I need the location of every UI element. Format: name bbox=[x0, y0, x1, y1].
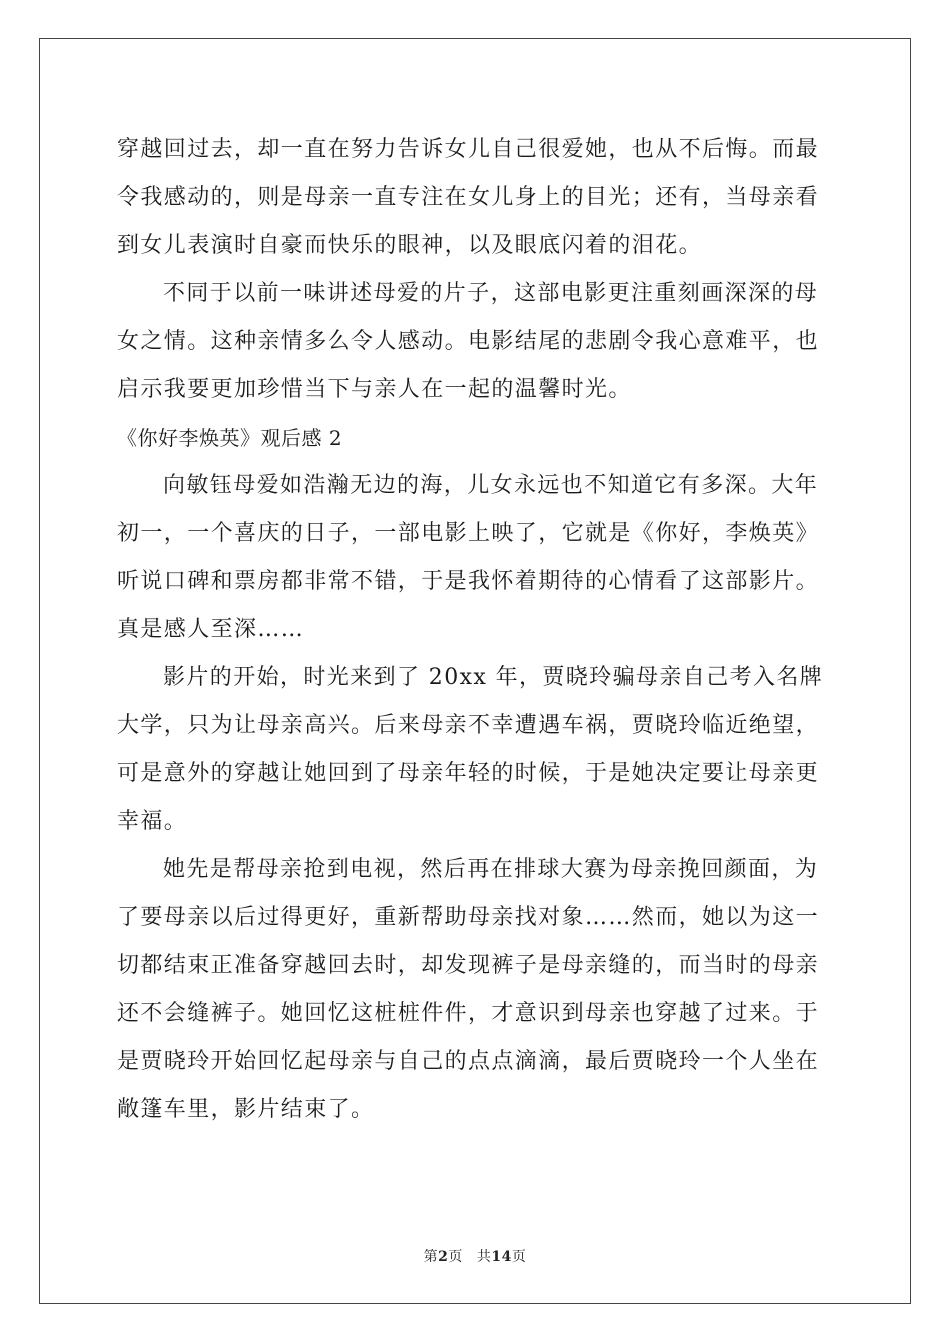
text-line: 听说口碑和票房都非常不错，于是我怀着期待的心情看了这部影片。 bbox=[117, 569, 820, 594]
text-line: 了要母亲以后过得更好，重新帮助母亲找对象……然而，她以为这一 bbox=[117, 905, 820, 930]
text-line: 真是感人至深…… bbox=[117, 617, 305, 642]
text-line: 向敏钰母爱如浩瀚无边的海，儿女永远也不知道它有多深。大年 bbox=[163, 473, 819, 498]
text-line: 到女儿表演时自豪而快乐的眼神，以及眼底闪着的泪花。 bbox=[117, 233, 703, 258]
text-line: 可是意外的穿越让她回到了母亲年轻的时候，于是她决定要让母亲更 bbox=[117, 761, 820, 786]
total-suffix: 页 bbox=[511, 1249, 527, 1265]
document-body bbox=[117, 126, 833, 1134]
text-line: 穿越回过去，却一直在努力告诉女儿自己很爱她，也从不后悔。而最 bbox=[117, 137, 820, 162]
paragraph bbox=[117, 462, 833, 654]
text-line: 是贾晓玲开始回忆起母亲与自己的点点滴滴，最后贾晓玲一个人坐在 bbox=[117, 1049, 820, 1074]
section-heading: 《你好李焕英》观后感 2 bbox=[117, 426, 343, 450]
text-line: 切都结束正准备穿越回去时，却发现裤子是母亲缝的，而当时的母亲 bbox=[117, 953, 820, 978]
text-line: 她先是帮母亲抢到电视，然后再在排球大赛为母亲挽回颜面，为 bbox=[163, 857, 819, 882]
page-current: 2 bbox=[438, 1249, 449, 1265]
text-line: 大学，只为让母亲高兴。后来母亲不幸遭遇车祸，贾晓玲临近绝望， bbox=[117, 713, 820, 738]
page-suffix: 页 bbox=[448, 1249, 463, 1265]
page-prefix: 第 bbox=[423, 1249, 439, 1265]
text-line: 不同于以前一味讲述母爱的片子，这部电影更注重刻画深深的母 bbox=[163, 281, 819, 306]
paragraph bbox=[117, 270, 833, 414]
paragraph-continued bbox=[117, 126, 833, 270]
total-prefix: 共 bbox=[476, 1249, 492, 1265]
text-line: 启示我要更加珍惜当下与亲人在一起的温馨时光。 bbox=[117, 377, 632, 402]
text-line: 幸福。 bbox=[117, 809, 188, 834]
text-line: 女之情。这种亲情多么令人感动。电影结尾的悲剧令我心意难平，也 bbox=[117, 329, 820, 354]
paragraph bbox=[117, 654, 833, 846]
page-total: 14 bbox=[491, 1249, 512, 1265]
text-line: 还不会缝裤子。她回忆这桩桩件件，才意识到母亲也穿越了过来。于 bbox=[117, 1001, 820, 1026]
text-line: 敞篷车里，影片结束了。 bbox=[117, 1097, 375, 1122]
text-line: 初一，一个喜庆的日子，一部电影上映了，它就是《你好，李焕英》 bbox=[117, 521, 820, 546]
paragraph bbox=[117, 846, 833, 1134]
page-footer bbox=[0, 1246, 950, 1266]
text-line: 令我感动的，则是母亲一直专注在女儿身上的目光；还有，当母亲看 bbox=[117, 185, 820, 210]
text-line: 影片的开始，时光来到了 20xx 年，贾晓玲骗母亲自己考入名牌 bbox=[163, 665, 824, 690]
